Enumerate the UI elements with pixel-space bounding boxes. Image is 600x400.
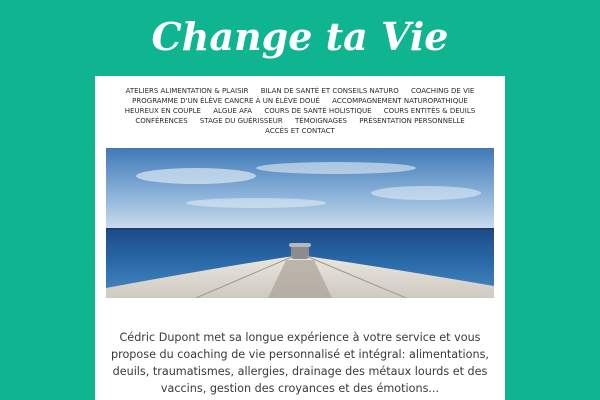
- main-navigation: [103, 86, 497, 136]
- nav-item-cours-sante[interactable]: COURS DE SANTÉ HOLISTIQUE: [264, 107, 372, 115]
- hero-image: [106, 148, 494, 298]
- nav-item-stage[interactable]: STAGE DU GUÉRISSEUR: [199, 117, 283, 125]
- nav-item-cours-entites[interactable]: COURS ENTITÉS & DEUILS: [383, 107, 476, 115]
- intro-text: Cédric Dupont met sa longue expérience à votre service et vous propose du coaching de vie personnalisé et intégral: alimentations, deuils, traumatismes, allergies, drainage des métaux lourds et des vaccins, gestion des croyances et des émotions...: [111, 331, 489, 395]
- nav-item-accompagnement[interactable]: ACCOMPAGNEMENT NATUROPATHIQUE: [332, 97, 468, 105]
- site-title[interactable]: Change ta Vie: [151, 14, 449, 59]
- nav-item-ateliers[interactable]: ATELIERS ALIMENTATION & PLAISIR: [125, 87, 249, 95]
- nav-item-bilan[interactable]: BILAN DE SANTÉ ET CONSEILS NATURO: [260, 87, 399, 95]
- boat-bow-ocean-image: [106, 148, 494, 298]
- nav-item-heureux[interactable]: HEUREUX EN COUPLE: [124, 107, 201, 115]
- content-card: [95, 76, 505, 400]
- nav-item-programme[interactable]: PROGRAMME D'UN ÉLÈVE CANCRE À UN ÉLÈVE DOUÉ: [132, 97, 320, 105]
- nav-item-conferences[interactable]: CONFÉRENCES: [135, 117, 188, 125]
- nav-item-contact[interactable]: ACCÈS ET CONTACT: [265, 127, 335, 135]
- nav-item-algue[interactable]: ALGUE AFA: [213, 107, 253, 115]
- nav-item-coaching[interactable]: COACHING DE VIE: [410, 87, 475, 95]
- nav-item-presentation[interactable]: PRÉSENTATION PERSONNELLE: [359, 117, 465, 125]
- nav-item-temoignages[interactable]: TÉMOIGNAGES: [295, 117, 347, 125]
